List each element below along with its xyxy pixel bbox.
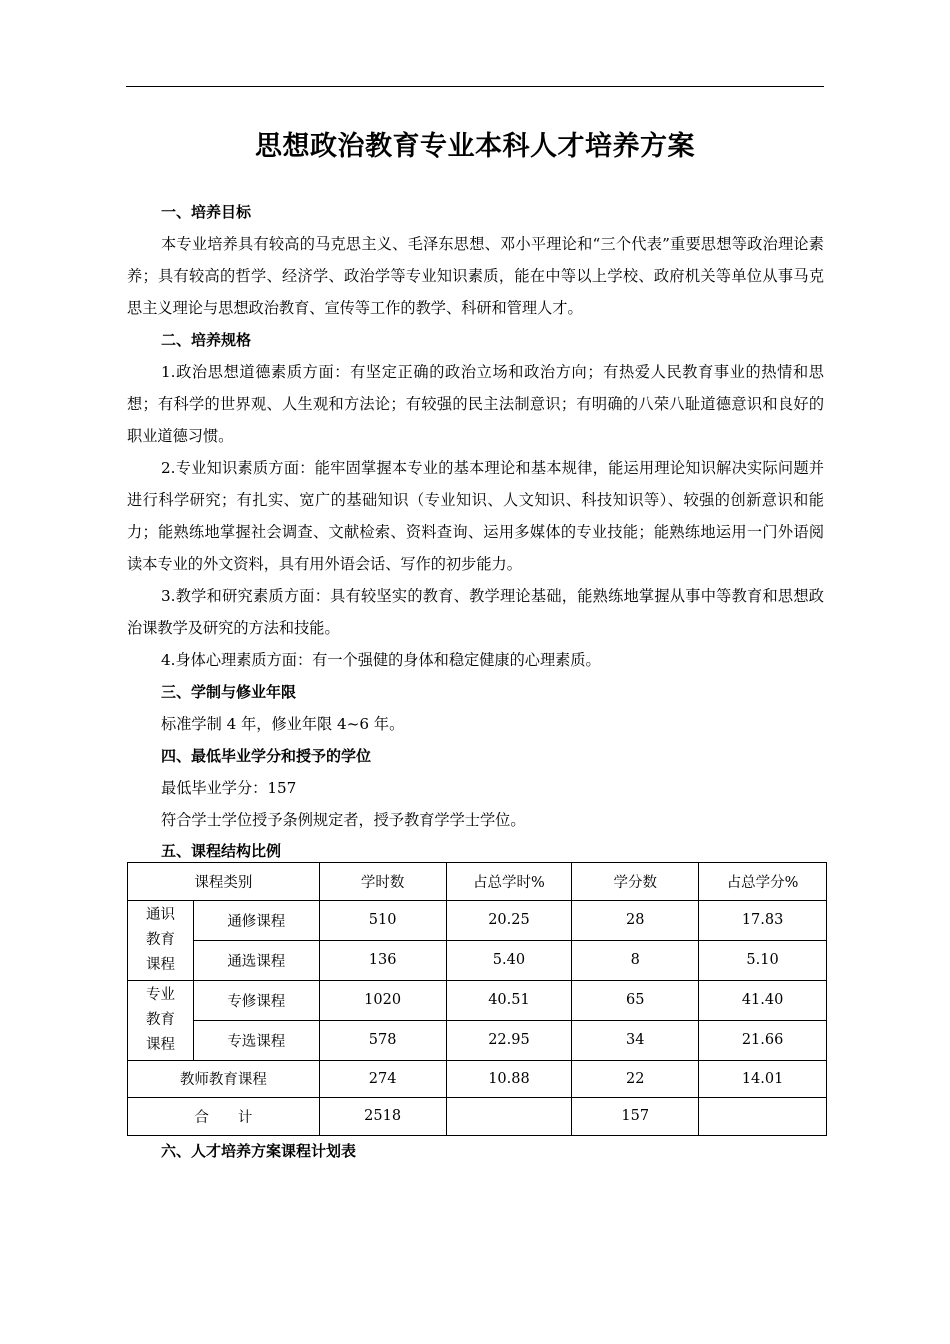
section-heading-structure: 五、课程结构比例 (161, 842, 282, 860)
row-name: 通修课程 (193, 900, 319, 940)
spec-item-2: 2.专业知识素质方面：能牢固掌握本专业的基本理论和基本规律，能运用理论知识解决实际问题并进行科学研究；有扎实、宽广的基础知识（专业知识、人文知识、科技知识等）、较强的创新意识和能力；能熟练地掌握社会调查、文献检索、资料查询、运用多媒体的专业技能；能熟练地运用一门外语阅读本专业的外文资料，具有用外语会话、写作的初步能力。 (127, 459, 824, 573)
spec-item-3: 3.教学和研究素质方面：具有较坚实的教育、教学理论基础，能熟练地掌握从事中等教育和思想政治课教学及研究的方法和技能。 (127, 587, 824, 637)
section-heading-specs: 二、培养规格 (161, 331, 252, 349)
header-hours-pct: 占总学时% (446, 863, 572, 901)
total-hours-pct (446, 1098, 572, 1136)
header-rule (126, 86, 824, 87)
course-structure-table (127, 862, 827, 1136)
row-credits-pct: 17.83 (699, 900, 827, 940)
header-hours: 学时数 (319, 863, 446, 901)
total-hours: 2518 (319, 1098, 446, 1136)
row-credits-pct: 41.40 (699, 980, 827, 1020)
section-heading-credits: 四、最低毕业学分和授予的学位 (161, 747, 372, 765)
header-credits: 学分数 (572, 863, 699, 901)
goals-paragraph: 本专业培养具有较高的马克思主义、毛泽东思想、邓小平理论和“三个代表”重要思想等政治理论素养；具有较高的哲学、经济学、政治学等专业知识素质，能在中等以上学校、政府机关等单位从事马克思主义理论与思想政治教育、宣传等工作的教学、科研和管理人才。 (127, 235, 824, 317)
spec-item-4: 4.身体心理素质方面：有一个强健的身体和稳定健康的心理素质。 (161, 651, 601, 669)
section-heading-plan: 六、人才培养方案课程计划表 (161, 1141, 357, 1160)
table-row (128, 980, 827, 1020)
group-general-education (128, 900, 194, 980)
table-row (128, 900, 827, 940)
row-hours: 136 (319, 940, 446, 980)
row-hours-pct: 5.40 (446, 940, 572, 980)
row-name: 专选课程 (193, 1020, 319, 1060)
table-row (128, 940, 827, 980)
total-label: 合 计 (128, 1098, 320, 1136)
row-hours-pct: 40.51 (446, 980, 572, 1020)
page-title: 思想政治教育专业本科人才培养方案 (255, 131, 695, 162)
table-total-row (128, 1098, 827, 1136)
duration-paragraph: 标准学制 4 年，修业年限 4~6 年。 (161, 715, 405, 733)
row-credits: 34 (572, 1020, 699, 1060)
row-credits: 65 (572, 980, 699, 1020)
row-credits: 28 (572, 900, 699, 940)
row-credits: 22 (572, 1060, 699, 1098)
header-category: 课程类别 (128, 863, 320, 901)
header-credits-pct: 占总学分% (699, 863, 827, 901)
row-hours: 510 (319, 900, 446, 940)
row-name: 专修课程 (193, 980, 319, 1020)
table-header-row (128, 863, 827, 901)
spec-item-1: 1.政治思想道德素质方面：有坚定正确的政治立场和政治方向；有热爱人民教育事业的热情和思想；有科学的世界观、人生观和方法论；有较强的民主法制意识；有明确的八荣八耻道德意识和良好的职业道德习惯。 (127, 363, 824, 445)
section-heading-duration: 三、学制与修业年限 (161, 683, 297, 701)
table-row (128, 1020, 827, 1060)
row-hours: 1020 (319, 980, 446, 1020)
min-credits-line: 最低毕业学分：157 (161, 779, 297, 797)
row-name: 教师教育课程 (128, 1060, 320, 1098)
group-label: 通识 教育 课程 (145, 906, 175, 973)
total-credits: 157 (572, 1098, 699, 1136)
row-credits-pct: 21.66 (699, 1020, 827, 1060)
table-row (128, 1060, 827, 1098)
row-hours: 578 (319, 1020, 446, 1060)
row-name: 通选课程 (193, 940, 319, 980)
group-label: 专业 教育 课程 (145, 986, 175, 1053)
row-credits-pct: 14.01 (699, 1060, 827, 1098)
row-hours-pct: 10.88 (446, 1060, 572, 1098)
row-hours-pct: 20.25 (446, 900, 572, 940)
group-professional-education (128, 980, 194, 1060)
row-hours-pct: 22.95 (446, 1020, 572, 1060)
row-credits: 8 (572, 940, 699, 980)
row-credits-pct: 5.10 (699, 940, 827, 980)
document-body (127, 196, 824, 1164)
degree-line: 符合学士学位授予条例规定者，授予教育学学士学位。 (161, 811, 526, 829)
total-credits-pct (699, 1098, 827, 1136)
section-heading-goals: 一、培养目标 (161, 203, 252, 221)
row-hours: 274 (319, 1060, 446, 1098)
